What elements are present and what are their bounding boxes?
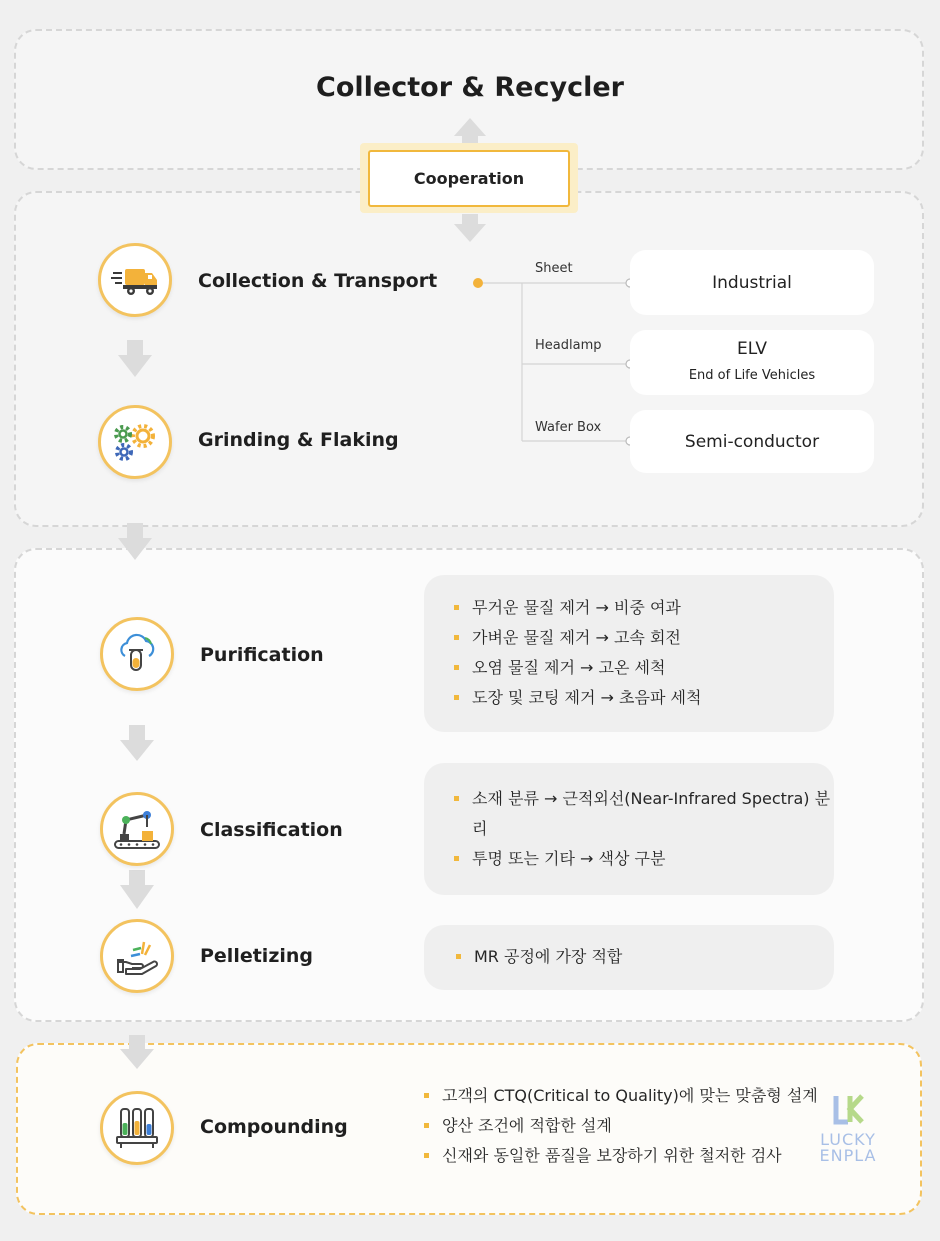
purification-circle xyxy=(100,617,174,691)
logo-line2: ENPLA xyxy=(819,1146,877,1165)
cooperation-label: Cooperation xyxy=(413,169,525,188)
arrow-up-icon xyxy=(454,118,486,146)
step-compounding-label: Compounding xyxy=(200,1116,348,1138)
list-item: 도장 및 코팅 제거 → 초음파 세척 xyxy=(454,683,701,713)
step-grinding-label: Grinding & Flaking xyxy=(198,429,399,451)
arrow-down-icon xyxy=(454,214,486,242)
test-tubes-rack-icon xyxy=(115,1107,159,1149)
target-label: Semi-conductor xyxy=(684,432,820,452)
classification-circle xyxy=(100,792,174,866)
target-elv xyxy=(630,330,874,395)
lk-logo-icon xyxy=(828,1094,868,1128)
arrow-down-icon xyxy=(120,870,154,909)
hand-pellets-icon xyxy=(115,936,159,976)
step-collection-label: Collection & Transport xyxy=(198,270,438,292)
collection-circle xyxy=(98,243,172,317)
list-item: 오염 물질 제거 → 고온 세척 xyxy=(454,653,701,683)
list-item: 신재와 동일한 품질을 보장하기 위한 철저한 검사 xyxy=(424,1141,818,1171)
test-tube-cloud-icon xyxy=(115,632,159,676)
logo-line1: LUCKY xyxy=(820,1130,876,1149)
list-item: MR 공정에 가장 적합 xyxy=(456,942,622,972)
pelletizing-details xyxy=(424,925,834,990)
arrow-down-icon xyxy=(120,1036,154,1069)
truck-icon xyxy=(111,263,159,297)
arrow-down-icon xyxy=(118,523,152,560)
classification-details xyxy=(424,763,834,895)
source-label-sheet: Sheet xyxy=(535,261,573,276)
list-item: 무거운 물질 제거 → 비중 여과 xyxy=(454,593,701,623)
target-label: Industrial xyxy=(712,273,792,293)
list-item: 고객의 CTQ(Critical to Quality)에 맞는 맞춤형 설계 xyxy=(424,1081,818,1111)
compounding-circle xyxy=(100,1091,174,1165)
cooperation-box xyxy=(368,150,570,207)
lucky-enpla-logo xyxy=(808,1094,888,1164)
list-item: 투명 또는 기타 → 색상 구분 xyxy=(454,844,834,874)
page-title: Collector & Recycler xyxy=(316,72,624,103)
target-industrial xyxy=(630,250,874,315)
purification-list xyxy=(454,593,701,713)
step-arrows-lower xyxy=(110,1036,170,1076)
arrow-down-icon xyxy=(120,725,154,761)
pelletizing-list xyxy=(456,942,622,972)
list-item: 소재 분류 → 근적외선(Near-Infrared Spectra) 분리 xyxy=(454,784,834,844)
list-item: 양산 조건에 적합한 설계 xyxy=(424,1111,818,1141)
classification-list xyxy=(454,784,834,874)
list-item: 가벼운 물질 제거 → 고속 회전 xyxy=(454,623,701,653)
source-label-waferbox: Wafer Box xyxy=(535,420,602,435)
target-label: ELV xyxy=(737,339,767,359)
compounding-list xyxy=(424,1081,818,1171)
step-classification-label: Classification xyxy=(200,819,343,841)
arrow-down-icon xyxy=(118,340,152,377)
target-semiconductor xyxy=(630,410,874,473)
step-purification-label: Purification xyxy=(200,644,324,666)
connector-start-dot xyxy=(473,278,483,288)
target-sublabel: End of Life Vehicles xyxy=(688,368,816,383)
step-pelletizing-label: Pelletizing xyxy=(200,945,314,967)
source-label-headlamp: Headlamp xyxy=(535,338,602,353)
pelletizing-circle xyxy=(100,919,174,993)
purification-details xyxy=(424,575,834,732)
robot-arm-icon xyxy=(113,807,161,851)
